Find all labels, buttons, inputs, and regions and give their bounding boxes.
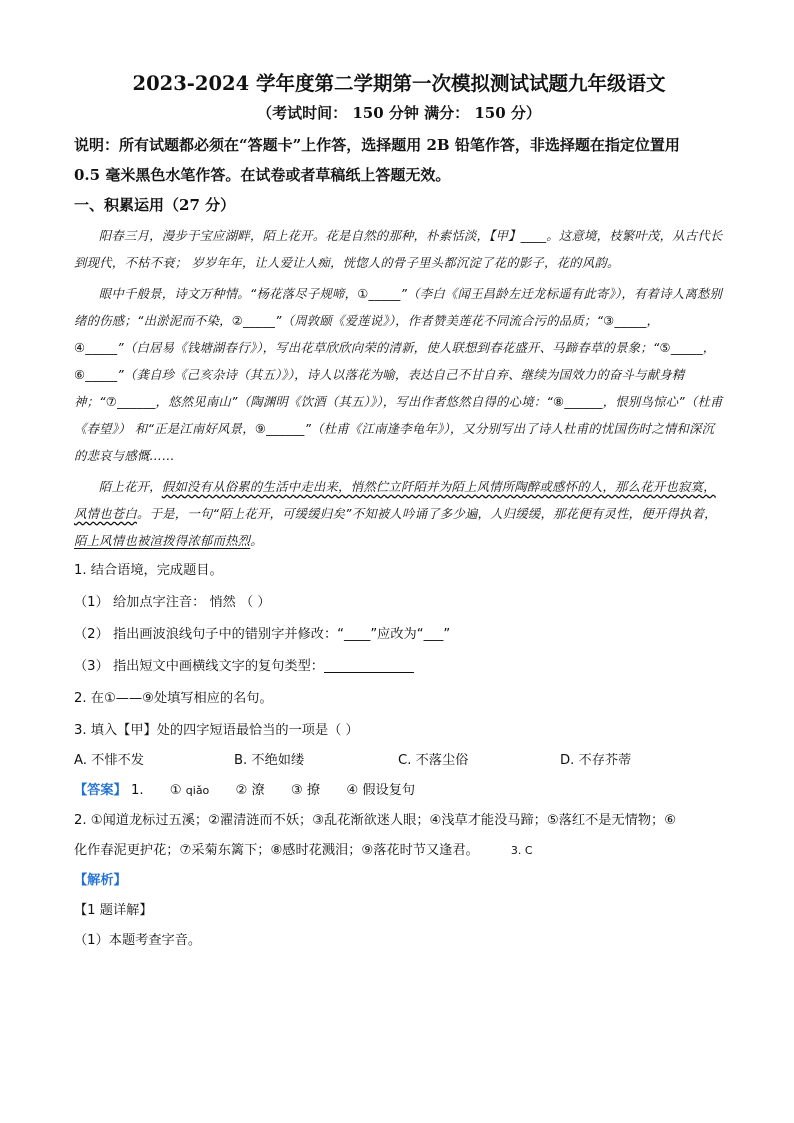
answer-row-3 xyxy=(74,836,724,866)
answer-number: 1. xyxy=(130,783,144,798)
answer-4: ④ 假设复句 xyxy=(346,783,416,798)
analysis-label: 【解析】 xyxy=(74,873,127,888)
instructions xyxy=(74,130,724,190)
question-2: 2. 在①——⑨处填写相应的名句。 xyxy=(74,691,273,706)
instructions-line-1: 说明：所有试题都必须在“答题卡”上作答，选择题用 2B 铅笔作答，非选择题在指定位置用 xyxy=(74,136,680,154)
wavy-underlined-sentence: 假如没有从俗累的生活中走出来，悄然伫立阡陌并为陌上风情所陶醉或感怀的人，那么花开也寂寞，风情也苍白 xyxy=(74,479,716,521)
question-1-2: （2） 指出画波浪线句子中的错别字并修改：“____”应改为“___” xyxy=(74,627,451,642)
analysis-item-1: （1）本题考查字音。 xyxy=(74,933,202,948)
passage-text: 。 xyxy=(250,533,263,548)
answer-3-choice: 3. C xyxy=(510,844,533,857)
passage-paragraph-2: 眼中千般景，诗文万种情。“杨花落尽子规啼，①_____”（李白《闻王昌龄左迁龙标遥有此寄》），有着诗人离愁别绪的伤感；“出淤泥而不染，②_____”（周敦颐《爱莲说》），作者赞美莲花不同流合污的品质；“③_____，④_____”（白居易《钱塘湖春行》），写出花草欣欣向荣的清新，使人联想到春花盛开、马蹄春草的景象；“⑤_____，⑥_____”（龚自珍《己亥杂诗（其五）》），诗人以落花为喻，表达自己不甘自弃、继续为国效力的奋斗与献身精神；“⑦______，悠然见南山”（陶渊明《饮酒（其五）》），写出作者悠然自得的心境：“⑧______，恨别鸟惊心”（杜甫《春望》） 和“正是江南好风景，⑨______”（杜甫《江南逢李龟年》），又分别写出了诗人杜甫的忧国伤时之情和深沉的悲哀与感慨…… xyxy=(74,286,723,463)
question-3: 3. 填入【甲】处的四字短语最恰当的一项是（ ） xyxy=(74,723,359,738)
answer-row-2: 2. ①闻道龙标过五溪；②濯清涟而不妖；③乱花渐欲迷人眼；④浅草才能没马蹄；⑤落红不是无情物；⑥ xyxy=(74,813,677,828)
question-1: 1. 结合语境，完成题目。 xyxy=(74,563,223,578)
answer-blank xyxy=(324,658,414,673)
answer-1-pinyin: qiǎo xyxy=(185,784,210,797)
exam-info: （考试时间： 150 分钟 满分： 150 分） xyxy=(257,104,541,122)
question-1-1: （1） 给加点字注音： 悄然 （ ） xyxy=(74,595,271,610)
question-1-3 xyxy=(74,652,724,682)
underlined-sentence: 陌上风情也被渲拨得浓郁而热烈 xyxy=(74,533,251,548)
instructions-line-2: 0.5 毫米黑色水笔作答。在试卷或者草稿纸上答题无效。 xyxy=(74,166,451,184)
answer-row-1 xyxy=(74,776,724,806)
options-row xyxy=(74,746,724,776)
option-d: D. 不存芥蒂 xyxy=(560,753,632,768)
option-a: A. 不悱不发 xyxy=(74,753,144,768)
page-title: 2023-2024 学年度第二学期第一次模拟测试试题九年级语文 xyxy=(132,72,666,95)
passage-paragraph-3 xyxy=(74,473,724,554)
passage-text: 。于是，一句“陌上花开，可缓缓归矣”不知被人吟诵了多少遍，人归缓缓，那花便有灵性，便开得执着， xyxy=(136,506,717,521)
option-c: C. 不落尘俗 xyxy=(398,753,469,768)
answer-2-continued: 化作春泥更护花；⑦采菊东篱下；⑧感时花溅泪；⑨落花时节又逢君。 xyxy=(74,843,479,858)
passage-paragraph-1: 阳春三月，漫步于宝应湖畔，陌上花开。花是自然的那种，朴素恬淡，【甲】____。这意境，枝繁叶茂，从古代长到现代，不枯不衰； 岁岁年年，让人爱让人痴，恍惚人的骨子里头都沉淀了花的影子，花的风韵。 xyxy=(74,228,723,270)
question-1-3-label: （3） 指出短文中画横线文字的复句类型： xyxy=(74,659,324,674)
answer-3: ③ 撩 xyxy=(290,783,321,798)
answer-2: ② 潦 xyxy=(235,783,265,798)
answer-1-marker: ① xyxy=(169,783,182,798)
section-heading: 一、积累运用（27 分） xyxy=(74,196,236,214)
passage-text: 陌上花开， xyxy=(98,479,162,494)
option-b: B. 不绝如缕 xyxy=(234,753,305,768)
analysis-detail-heading: 【1 题详解】 xyxy=(74,903,153,918)
answer-label: 【答案】 xyxy=(74,783,127,798)
